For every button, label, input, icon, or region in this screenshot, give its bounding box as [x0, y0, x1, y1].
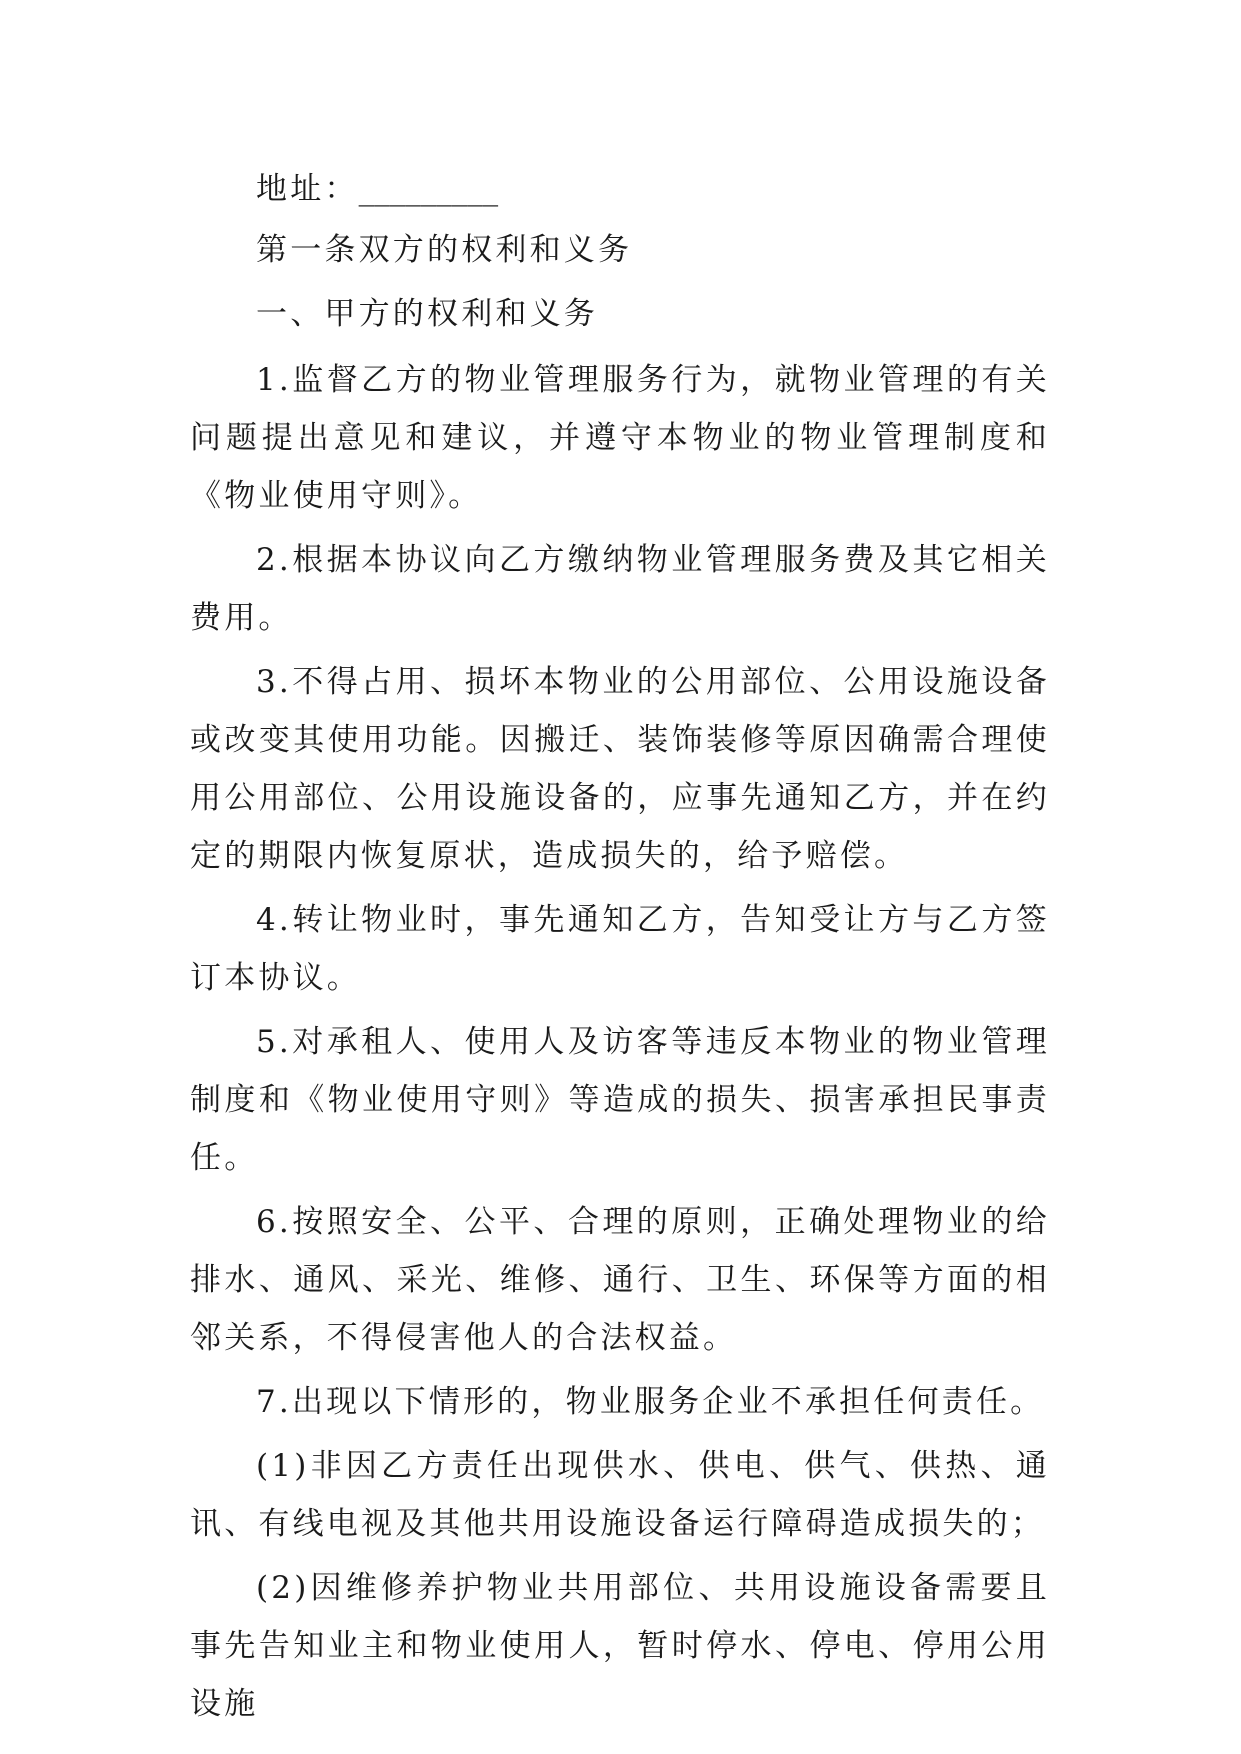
address-blank: _________ — [358, 171, 499, 207]
paragraph-1: 1.监督乙方的物业管理服务行为，就物业管理的有关问题提出意见和建议，并遵守本物业的物业管理制度和《物业使用守则》。 — [190, 362, 1050, 514]
paragraph-5: 5.对承租人、使用人及访客等违反本物业的物业管理制度和《物业使用守则》等造成的损失、损害承担民事责任。 — [190, 1024, 1050, 1176]
address-line — [190, 160, 1050, 218]
paragraph-7-item-1: (1)非因乙方责任出现供水、供电、供气、供热、通讯、有线电视及其他共用设施设备运行障碍造成损失的； — [190, 1448, 1050, 1542]
document-body — [190, 160, 1050, 1733]
article-title: 第一条双方的权利和义务 — [256, 232, 633, 268]
paragraph-7: 7.出现以下情形的，物业服务企业不承担任何责任。 — [256, 1384, 1045, 1420]
paragraph-2: 2.根据本协议向乙方缴纳物业管理服务费及其它相关费用。 — [190, 542, 1050, 636]
paragraph-3: 3.不得占用、损坏本物业的公用部位、公用设施设备或改变其使用功能。因搬迁、装饰装修等原因确需合理使用公用部位、公用设施设备的，应事先通知乙方，并在约定的期限内恢复原状，造成损失的，给予赔偿。 — [190, 664, 1050, 874]
address-label: 地址： — [256, 171, 359, 207]
section-title: 一、甲方的权利和义务 — [256, 296, 598, 332]
paragraph-4: 4.转让物业时，事先通知乙方，告知受让方与乙方签订本协议。 — [190, 902, 1050, 996]
paragraph-6: 6.按照安全、公平、合理的原则，正确处理物业的给排水、通风、采光、维修、通行、卫生、环保等方面的相邻关系，不得侵害他人的合法权益。 — [190, 1204, 1050, 1356]
paragraph-7-item-2: (2)因维修养护物业共用部位、共用设施设备需要且事先告知业主和物业使用人，暂时停水、停电、停用公用设施 — [190, 1570, 1050, 1722]
